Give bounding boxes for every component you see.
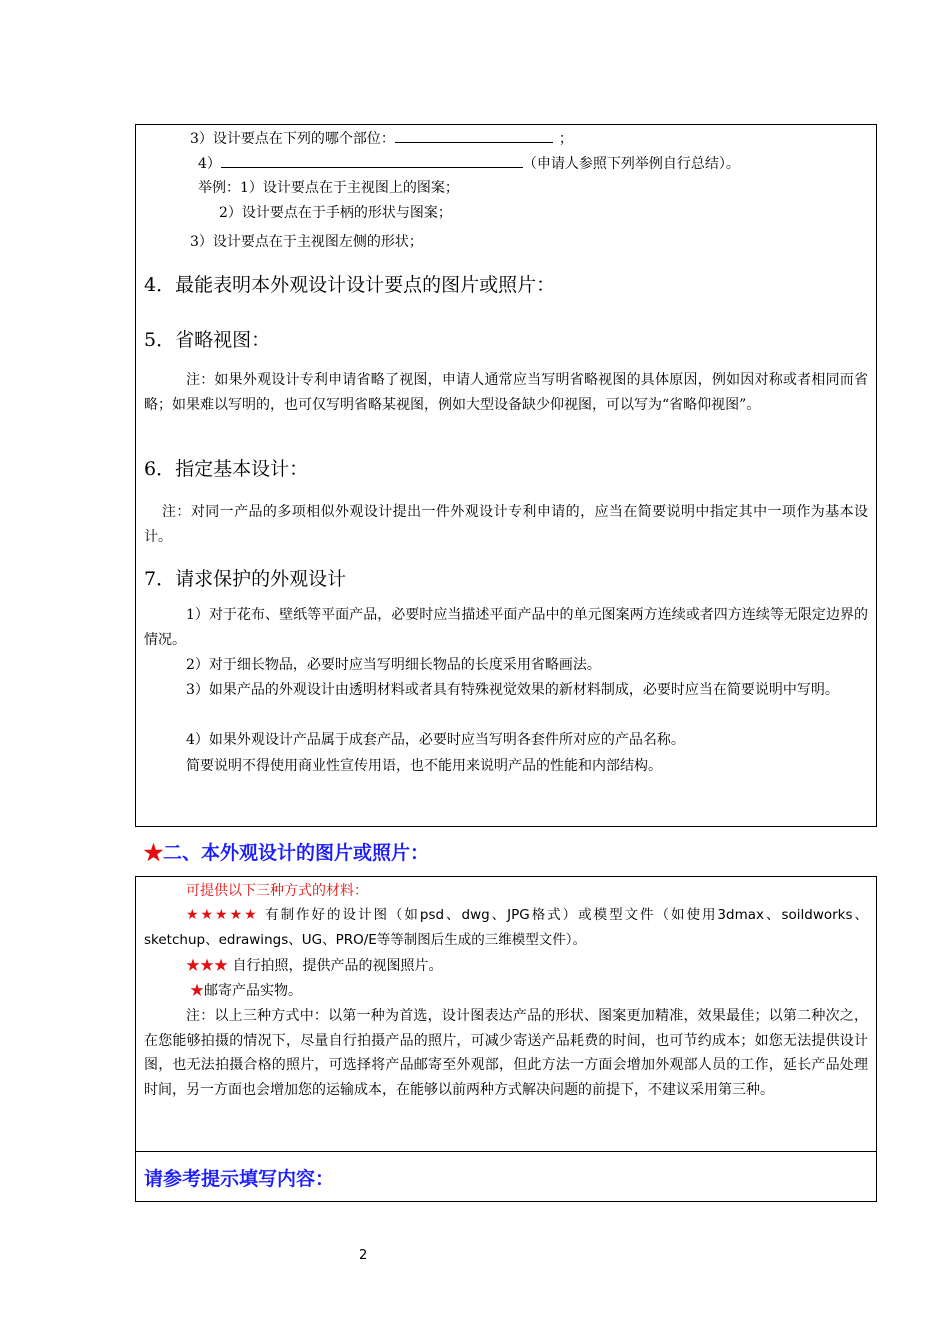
option-3-text: 邮寄产品实物。: [204, 983, 302, 999]
section-2-title: 二、本外观设计的图片或照片：: [163, 842, 430, 864]
page-number: 2: [359, 1248, 368, 1263]
section-7-item-3: 3）如果产品的外观设计由透明材料或者具有特殊视觉效果的新材料制成，必要时应当在简要说明中写明。: [186, 682, 839, 698]
section-7-item-4: 4）如果外观设计产品属于成套产品，必要时应当写明各套件所对应的产品名称。: [186, 732, 685, 748]
question-3-end: ；: [558, 131, 573, 147]
section-7-heading: 7．请求保护的外观设计: [144, 568, 347, 590]
question-4-label: 4）: [198, 156, 221, 172]
option-1: [144, 903, 868, 952]
fill-prompt: 请参考提示填写内容：: [144, 1168, 335, 1190]
star-icon: ★: [144, 842, 164, 864]
question-3-label: 3）设计要点在下列的哪个部位：: [190, 131, 395, 147]
option-1-stars: ★★★★★: [186, 907, 259, 923]
example-line-1: [198, 178, 459, 198]
section-5-note: 注：如果外观设计专利申请省略了视图，申请人通常应当写明省略视图的具体原因，例如因对称或者相同而省略；如果难以写明的，也可仅写明省略某视图，例如大型设备缺少仰视图，可以写为“省略仰视图”。: [144, 372, 868, 413]
section-6-heading: 6．指定基本设计：: [144, 458, 309, 480]
question-4-blank[interactable]: [221, 153, 523, 168]
example-1: 1）设计要点在于主视图上的图案；: [240, 180, 459, 196]
question-4-note: （申请人参照下列举例自行总结）。: [522, 156, 740, 172]
section-6-note: 注：对同一产品的多项相似外观设计提出一件外观设计专利申请的，应当在简要说明中指定其中一项作为基本设计。: [144, 504, 868, 545]
section-4-heading: 4．最能表明本外观设计设计要点的图片或照片：: [144, 274, 556, 296]
materials-note: 注：以上三种方式中：以第一种为首选，设计图表达产品的形状、图案更加精准，效果最佳；以第二种次之，在您能够拍摄的情况下，尽量自行拍摄产品的照片，可减少寄送产品耗费的时间，也可节约成本；如您无法提供设计图，也无法拍摄合格的照片，可选择将产品邮寄至外观部，但此方法一方面会增加外观部人员的工作，延长产品处理时间，另一方面也会增加您的运输成本，在能够以前两种方式解决问题的前提下，不建议采用第三种。: [144, 1008, 868, 1098]
option-3-stars: ★: [190, 983, 204, 999]
section-2-heading: [144, 840, 429, 866]
question-4: [198, 153, 740, 174]
option-1-text: 有制作好的设计图（如psd、dwg、JPG格式）或模型文件（如使用3dmax、soildworks、sketchup、edrawings、UG、PRO/E等等制图后生成的三维模型文件）。: [144, 907, 869, 948]
section-5-heading: 5．省略视图：: [144, 329, 271, 351]
option-3: [190, 981, 302, 1001]
example-2: 2）设计要点在于手柄的形状与图案；: [219, 205, 452, 221]
example-3: 3）设计要点在于主视图左侧的形状；: [190, 234, 423, 250]
question-3: [190, 128, 573, 149]
materials-box-divider: [135, 1151, 877, 1152]
section-7-item-1: 1）对于花布、壁纸等平面产品，必要时应当描述平面产品中的单元图案两方连续或者四方连续等无限定边界的情况。: [144, 607, 868, 648]
section-7-item-2: 2）对于细长物品，必要时应当写明细长物品的长度采用省略画法。: [186, 657, 601, 673]
option-2-stars: ★★★: [186, 958, 228, 974]
materials-intro: 可提供以下三种方式的材料：: [186, 883, 368, 899]
section-7-footer: 简要说明不得使用商业性宣传用语，也不能用来说明产品的性能和内部结构。: [186, 758, 662, 774]
example-intro: 举例：: [198, 180, 240, 196]
option-2: [186, 956, 442, 976]
option-2-text: 自行拍照，提供产品的视图照片。: [232, 958, 443, 974]
question-3-blank[interactable]: [395, 128, 553, 143]
